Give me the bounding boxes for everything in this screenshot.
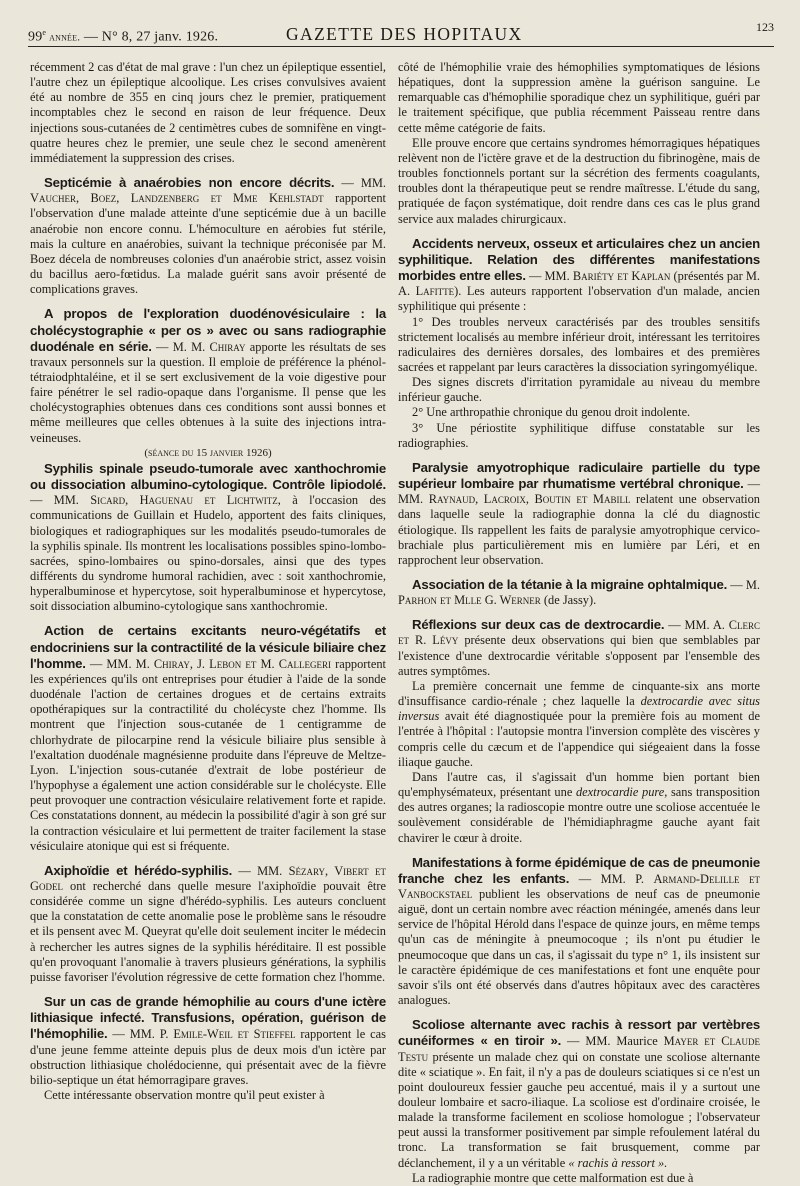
article-title: Axiphoïdie et hérédo-syphilis. <box>44 862 233 878</box>
dash: — MM. P. <box>107 1027 174 1042</box>
dash: — MM. M. <box>85 656 154 671</box>
article-title: Manifestations à forme épidémique de cas de pneumonie franche chez les enfants. <box>398 854 760 886</box>
journal-title: GAZETTE DES HOPITAUX <box>286 24 523 44</box>
authors: Armand-Delille et Vanbockstael <box>398 871 761 901</box>
list-item: 2° Une arthropathie chronique du genou droit indolente. <box>412 405 691 420</box>
authors: Bariéty et Kaplan <box>572 269 671 284</box>
article-text: rapportent le cas d'une jeune femme atteinte depuis plus de deux mois d'un ictère par obstruction lithiasique cholédocienne, qui présentait avec de la fièvre bilio-septique un état hémorragipare graves. <box>30 1027 386 1087</box>
authors: Emile-Weil et Stieffel <box>173 1027 296 1042</box>
article-text: , à l'occasion des communications de Guillain et Hudelo, apportent des faits cliniques, biologiques et radiographiques sur les modalités pseudo-tumorales de la syphilis spinale. Ils montrent les localisations possibles spino-lombo-sacrées, spino-lombaires ou spino-dorsales, ainsi que des types différents du syndrome humoral rachidien, avec : soit xanthochromie, hyperalbuminose et hypercytose, soit hyperalbuminose et hypercytose, soit dissociation albumino-cytologique sans xanthochromie. <box>30 493 387 614</box>
article-text: ont recherché dans quelle mesure l'axiphoïdie pouvait être considérée comme un signe d'hérédo-syphilis. Les auteurs concluent que la constatation de cette anomalie pose le problème sans le résoudre et ils pensent avec M. Queyrat qu'elle doit seulement inciter le médecin à rechercher les autres signes de la syphilis héréditaire. Il est possible qu'en provoquant l'anomalie à travers plusieurs générations, la syphilis puisse favoriser l'évolution régressive de cette formation chez l'homme. <box>30 878 386 984</box>
issue-number-date: — N° 8, 27 janv. 1926. <box>80 29 219 45</box>
dash: — MM. <box>334 176 386 191</box>
authors: Vaucher, Boez, Landzenberg et Mme Kehlstadt <box>30 191 324 206</box>
article-vesicule-biliaire <box>30 623 386 853</box>
paragraph: La radiographie montre que cette malformation est due à <box>412 1170 694 1185</box>
paragraph <box>398 770 760 846</box>
page-header <box>28 20 774 47</box>
article-pneumonie <box>398 855 760 1009</box>
italic-term: « rachis à ressort ». <box>568 1155 668 1170</box>
list-item: Des signes discrets d'irritation pyramidale au niveau du membre inférieur gauche. <box>398 375 760 405</box>
text: avait été diagnostiquée pour la première fois au moment de l'entrée à l'hôpital : l'autopsie montra l'inversion complète des viscères y compris celle du cæcum et de l'appendice qui siégeaient dans la fosse iliaque gauche. <box>398 709 760 769</box>
paragraph: côté de l'hémophilie vraie des hémophilies symptomatiques de lésions hépatiques, dont la suppression amène la guérison sanguine. Le remarquable cas d'hémophilie sporadique chez un syphilitique, guéri par le traitement spécifique, que publia récemment Paisseau rentre dans cette même catégorie de faits. <box>398 60 760 135</box>
dash: — MM. <box>232 863 289 878</box>
italic-term: dextrocardie pure <box>575 785 665 800</box>
article-scoliose <box>398 1017 760 1171</box>
dash: — MM. <box>398 477 760 507</box>
dash: — MM. Maurice <box>561 1034 664 1049</box>
article-tetanie <box>398 577 760 608</box>
dash: — MM. <box>525 269 573 284</box>
article-text: rapportent les expériences qu'ils ont entreprises pour étudier à l'aide de la sonde duodénale l'action de certaines drogues et de certains extraits opothérapiques sur la contractilité du cholécyste chez l'homme. Ils montrent que l'injection sous-cutanée de 1 centigramme de chlorhydrate de pilocarpine rend la vésicule biliaire plus sensible à l'exaltation duodénale magnésienne produite dans l'épreuve de Meltze-Lyon. L'injection sous-cutanée d'extrait de lobe postérieur de l'hypophyse a également une action considérable sur le cholécyste. Elle peut provoquer une contraction vésiculaire relativement forte et rapide. Ces constatations donnent, au médecin la possibilité d'agir à son gré sur la contraction vésiculaire et lui permettent de traiter facilement la stase vésiculaire atonique qui est si fréquente. <box>30 656 386 853</box>
article-text: publient les observations de neuf cas de pneumonie aiguë, dont un certain nombre avec réaction méningée, amenés dans leur service de l'hôpital Hérold dans l'espace de quinze jours, en même temps qu'un cas de méningite à pneumocoque ; ils n'ont pu étudier le pneumocoque que dans un cas, il s'agissait du type n° 1, ils insistent sur le caractère épidémique de ces manifestations et font une enquête pour savoir s'ils ont été observés dans d'autres hôpitaux avec des caractères analogues. <box>398 886 760 1008</box>
right-column <box>398 60 760 1186</box>
authors: Sicard, Haguenau et Lichtwitz <box>90 493 278 508</box>
italic-term: dextrocardie avec situs inversus <box>398 694 760 724</box>
article-title: Paralysie amyotrophique radiculaire partielle du type supérieur lombaire par rhumatisme vertébral chronique. <box>398 459 760 492</box>
authors: Mayer et Claude Testu <box>398 1034 760 1064</box>
authors: Raynaud, Lacroix, Boutin et Mabill <box>428 492 631 507</box>
article-text: apporte les résultats de ses travaux personnels sur la question. Il emploie de préférence la phénol-tétraiodphtaléine, et il se sert exclusivement de la voie digestive pour faire pénétrer le sel radio-opaque dans l'organisme. Il pense que les cholécystographies obtenues dans ces conditions sont aussi bonnes et même meilleures que celles obtenues à la suite des injections intra-veineuses. <box>30 339 387 445</box>
article-hemophilie <box>30 994 386 1088</box>
paragraph: Elle prouve encore que certains syndromes hémorragiques hépatiques relèvent non de l'ictère grave et de la destruction du fibrinogène, mais de troubles fonctionnels portant sur la sécrétion des ferments coagulants, troubles dont la thérapeutique peut se rendre maîtresse. L'étude du sang, pratiquée de façon systématique, doit rendre dans ces cas le plus grand service aux malades chirurgicaux. <box>398 135 760 226</box>
issue-line <box>28 28 218 46</box>
article-text: (de Jassy). <box>540 593 597 608</box>
paragraph: récemment 2 cas d'état de mal grave : l'un chez un épileptique essentiel, l'autre chez un épileptique alcoolique. Les crises convulsives avaient été au nombre de 355 en cinq jours chez le premier, pratiquement incomptables chez le second en raison de leur fréquence. Deux injections sous-cutanées de 2 centimètres cubes de somnifène en vingt-quatre heures chez le premier, une seule chez le second amenèrent immédiatement la suppression des crises. <box>30 60 386 165</box>
authors: Chiray <box>209 339 246 354</box>
article-dextrocardie <box>398 617 760 679</box>
article-text: rapportent l'observation d'une malade atteinte d'une septicémie due à un bacille anaérobie non encore connu. L'hémoculture en aérobies fut stérile, mais la culture en anaérobies, suivant la technique préconisée par M. Boez décela de nombreuses colonies d'un anaérobie strict, assez voisin du bacillus aero-fœtidus. La malade guérit sans avoir présenté de complications graves. <box>30 191 386 297</box>
article-text: (présentés par M. A. <box>398 269 760 299</box>
article-text: présente un malade chez qui on constate une scoliose alternante dite « sciatique ». En fait, il n'y a pas de douleurs sciatiques si ce n'est un point douloureux fessier gauche peu accentué, mais il y a surtout une douleur lombaire et sacro-iliaque. La scoliose est d'ordinaire croisée, le malade la transforme facilement en scoliose homologue ; l'observateur peut aussi la transformer positivement par simple refoulement latéral du tronc. La transformation se fait brusquement, comme par déclanchement, il y a un véritable <box>398 1049 760 1170</box>
authors: Chiray, J. Lebon et M. Callegeri <box>153 656 331 671</box>
article-text: présente deux observations qui bien que semblables par l'existence d'une dextrocardie véritable s'opposent par l'ensemble des autres symptômes. <box>398 633 760 678</box>
year-suffix: e <box>42 28 47 37</box>
session-heading: (séance du 15 janvier 1926) <box>144 446 272 459</box>
authors: Sézary, Vibert et Godel <box>30 863 386 893</box>
article-cholecystographie <box>30 306 386 445</box>
list-item: 3° Une périostite syphilitique diffuse constatable sur les radiographies. <box>398 420 760 450</box>
article-title: Scoliose alternante avec rachis à ressort par vertèbres cunéiformes « en tiroir ». <box>398 1017 760 1049</box>
dash: — MM. <box>30 493 91 508</box>
article-text: relatent une observation dans laquelle seule la radiographie donna la clé du diagnostic étiologique. Ils rappellent les faits de paralysie amyotrophique cervico-brachiale plus particulièrement mis en lumière par Léri, et en rapprochent leur observation. <box>398 492 761 567</box>
article-title: Syphilis spinale pseudo-tumorale avec xanthochromie ou dissociation albumino-cytologique. Contrôle lipiodolé. <box>30 460 386 493</box>
list-item: 1° Des troubles nerveux caractérisés par des troubles sensitifs strictement localisés au membre inférieur droit, intéressant les territoires radiculaires des dernières dorsales, des lombaires et des premières sacrées et rappelant par leurs caractères la dissociation syringomyélique. <box>398 314 760 374</box>
article-paralysie <box>398 460 760 568</box>
article-accidents-nerveux <box>398 236 760 315</box>
article-title: Réflexions sur deux cas de dextrocardie. <box>412 617 665 633</box>
authors: Parhon et Mlle G. Werner <box>398 593 541 608</box>
year-label: année. <box>46 31 81 44</box>
year-number: 99 <box>28 29 43 45</box>
text: La première concernait une femme de cinquante-six ans morte d'insuffisance cardio-rénale ; chez laquelle la <box>398 678 760 709</box>
dash: — MM. A. <box>664 618 729 633</box>
dash: — MM. P. <box>569 871 654 886</box>
article-syphilis-spinale <box>30 461 386 615</box>
article-title: A propos de l'exploration duodénovésiculaire : la cholécystographie « per os » avec ou sans radiographie duodénale en série. <box>30 306 386 354</box>
authors: Lafitte <box>415 284 455 299</box>
dash: — M. M. <box>151 339 210 354</box>
article-title: Accidents nerveux, osseux et articulaires chez un ancien syphilitique. Relation des différentes manifestations morbides entre elles. <box>398 235 760 284</box>
article-septicemie <box>30 175 386 297</box>
article-title: Septicémie à anaérobies non encore décrits. <box>44 175 335 191</box>
dash: — M. <box>727 578 760 592</box>
article-text: ). Les auteurs rapportent l'observation d'un malade, ancien syphilitique qui présente : <box>398 284 760 314</box>
article-axiphoidie <box>30 863 386 985</box>
text: , sans transposition des autres organes; la radioscopie montre outre une scoliose accentuée le soulèvement considérable de l'hémidiaphragme gauche ayant fait chavirer le cœur à droite. <box>398 785 760 845</box>
paragraph <box>398 679 760 770</box>
page-number: 123 <box>756 20 774 34</box>
article-title: Action de certains excitants neuro-végétatifs et endocriniens sur la contractilité de la vésicule biliaire chez l'homme. <box>30 623 386 671</box>
symptom-list <box>398 315 760 451</box>
text: Dans l'autre cas, il s'agissait d'un homme bien portant bien qu'emphysémateux, présentant une <box>398 769 760 800</box>
left-column <box>30 60 386 1103</box>
article-title: Association de la tétanie à la migraine ophtalmique. <box>412 577 728 592</box>
paragraph: Cette intéressante observation montre qu'il peut exister à <box>44 1088 325 1102</box>
authors: Clerc et R. Lévy <box>398 618 760 648</box>
article-title: Sur un cas de grande hémophilie au cours d'une ictère lithiasique infecté. Transfusions, opération, guérison de l'hémophilie. <box>30 994 386 1042</box>
